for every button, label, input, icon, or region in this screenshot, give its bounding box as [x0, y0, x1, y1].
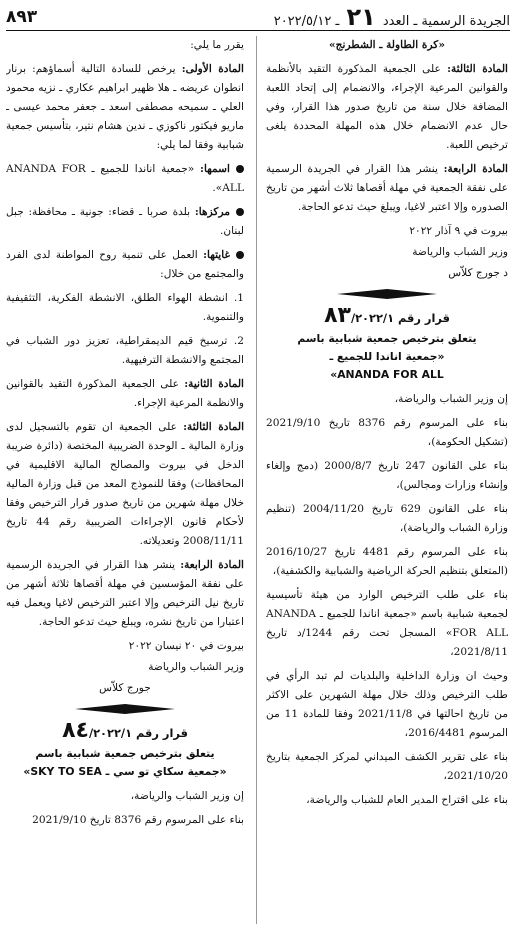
date-line: بيروت في ٩ آذار ٢٠٢٢ — [409, 225, 508, 237]
decision-number-left: ٨٤ — [62, 718, 89, 743]
assoc-goal-item: غايتها: العمل على تنمية روح المواطنة لدى الفرد والمجتمع من خلال: — [6, 249, 244, 280]
gazette-title: الجريدة الرسمية ـ العدد ٢١ ـ ٢٠٢٢/٥/١٢ — [273, 3, 510, 31]
preamble-1-left: بناء على المرسوم رقم 8376 تاريخ 2021/9/10 — [32, 814, 244, 826]
article-3-left: المادة الثالثة: على الجمعية ان تقوم بالتسجيل لدى وزارة المالية ـ الوحدة الضريبية المختصة (دائرة ضريبة الدخل في بيروت والمصالح المالية الاقليمية في المحافظات) وفقا للنموذج المعد من قبل وزارة المالية خلال مهلة شهرين من تاريخ صدور قرار الترخيص وفقا لأحكام قانون الإجراءات الضريبية رقم 44 تاريخ 2008/11/11 وتعديلاته. — [6, 421, 244, 547]
section-heading: «كرة الطاولة ـ الشطرنج» — [329, 39, 445, 51]
minister-title-left: وزير الشباب والرياضة — [148, 661, 244, 673]
page-header — [6, 4, 510, 31]
preamble-1: بناء على المرسوم رقم 8376 تاريخ 2021/9/10 (تشكيل الحكومة)، — [266, 417, 508, 448]
association-name-left: «جمعية سكاي تو سي ـ SKY TO SEA» — [23, 765, 227, 778]
preamble-8: بناء على اقتراح المدير العام للشباب والرياضة، — [306, 794, 508, 806]
decision-title: قرار رقم ٨٣/٢٠٢٢/١ — [324, 303, 450, 328]
goal-1: 1. انشطة الهواء الطلق، الانشطة الفكرية، التثقيفية والتنموية. — [6, 292, 244, 323]
minister-title: وزير الشباب والرياضة — [412, 246, 508, 258]
decides-line: يقرر ما يلي: — [190, 39, 244, 51]
preamble-6: وحيث ان وزارة الداخلية والبلديات لم تبد الرأي في طلب الترخيص وذلك خلال مهلة الشهرين على الاكثر من تاريخ احالتها في 2021/11/8 وفقا للمادة 11 من المرسوم 2016/4481، — [266, 670, 508, 739]
right-column — [266, 36, 508, 926]
preamble-4: بناء على المرسوم رقم 4481 تاريخ 2016/10/27 (المتعلق بتنظيم الحركة الرياضية والشبابية والكشفية)، — [266, 546, 508, 577]
association-name-ar: «جمعية اناندا للجميع ـ — [329, 350, 445, 363]
article-2: المادة الثانية: على الجمعية المذكورة التقيد بالقوانين والانظمة المرعية الإجراء. — [6, 378, 244, 409]
decision-number: ٨٣ — [324, 303, 351, 328]
decision-subject-left: يتعلق بترخيص جمعية شبابية باسم — [35, 747, 215, 760]
bullet-icon — [236, 165, 244, 173]
article-4: المادة الرابعة: ينشر هذا القرار في الجريدة الرسمية على نفقة الجمعية في مهلة أقصاها ثلاث أشهر من تاريخ الصدوره وإلا اعتبر لاغيا، ويبلغ حيث تدعو الحاجة. — [266, 163, 508, 213]
date-line-left: بيروت في ٢٠ نيسان ٢٠٢٢ — [128, 640, 244, 652]
separator-ornament — [75, 704, 175, 714]
preamble-5: بناء على طلب الترخيص الوارد من هيئة تأسيسية لجمعية شبابية باسم «جمعية اناندا للجميع ـ ANANDA FOR ALL» المسجل تحت رقم 1244/د تاريخ 2021/8/11، — [266, 589, 508, 658]
bullet-icon — [236, 251, 244, 259]
page-number: ٨٩٣ — [6, 7, 38, 27]
minister-name-left: جورج كلاّس — [99, 682, 151, 694]
preamble-minister: إن وزير الشباب والرياضة، — [394, 393, 508, 405]
article-3: المادة الثالثة: على الجمعية المذكورة التقيد بالأنظمة والقوانين المرعية الإجراء، والانضمام إلى إتحاد اللعبة المضافة خلال سنة من تاريخ صدور هذا القرار، وفي حال عدم الانضمام خلال هذه المهلة المحددة يلغى ترخيص اللعبة. — [266, 63, 508, 151]
column-divider — [256, 36, 257, 924]
preamble-minister-left: إن وزير الشباب والرياضة، — [130, 790, 244, 802]
preamble-3: بناء على القانون 629 تاريخ 2004/11/20 (تنظيم وزارة الشباب والرياضة)، — [266, 503, 508, 534]
left-column — [6, 36, 244, 926]
association-name-en: ANANDA FOR ALL» — [330, 368, 444, 381]
article-4-left: المادة الرابعة: ينشر هذا القرار في الجريدة الرسمية على نفقة المؤسسين في مهلة أقصاها ثلاثة أشهر من تاريخ نيل الترخيص وإلا اعتبر الترخيص لاغيا ويعمل فيه اعتبارا من تاريخ نشره، ويبلغ حيث تدعو الحاجة. — [6, 559, 244, 628]
decision-title-left: قرار رقم ٨٤/٢٠٢٢/١ — [62, 718, 188, 743]
goal-2: 2. ترسيخ قيم الديمقراطية، تعزيز دور الشباب في المجتمع والانشطة الترفيهية. — [6, 335, 244, 366]
issue-date: ـ ٢٠٢٢/٥/١٢ — [273, 14, 340, 29]
issue-number: ٢١ — [346, 3, 376, 31]
assoc-hq-item: مركزها: بلدة صربا ـ قضاء: جونية ـ محافظة: جبل لبنان. — [6, 206, 244, 237]
article-1: المادة الأولى: يرخص للسادة التالية أسماؤهم: برنار انطوان عريضه ـ هلا ظهير ابراهيم عكاري ـ نزيه محمود العلي ـ سميحه مصطفى اسعد ـ جعفر محمد عيسى ـ ماريو فيكتور ناكوزي ـ ندين هشام نتير، بتأسيس جمعية شبابية وفقا لما يلي: — [6, 63, 244, 151]
preamble-7: بناء على تقرير الكشف الميداني لمركز الجمعية بتاريخ 2021/10/20، — [266, 751, 508, 782]
preamble-2: بناء على القانون 247 تاريخ 2000/8/7 (دمج وإلغاء وإنشاء وزارات ومجالس)، — [266, 460, 508, 491]
separator-ornament — [337, 289, 437, 299]
bullet-icon — [236, 208, 244, 216]
assoc-name-item: اسمها: «جمعية اناندا للجميع ـ ANANDA FOR ALL». — [6, 163, 244, 194]
decision-subject: يتعلق بترخيص جمعية شبابية باسم — [297, 332, 477, 345]
minister-name: د جورج كلاّس — [448, 267, 508, 279]
